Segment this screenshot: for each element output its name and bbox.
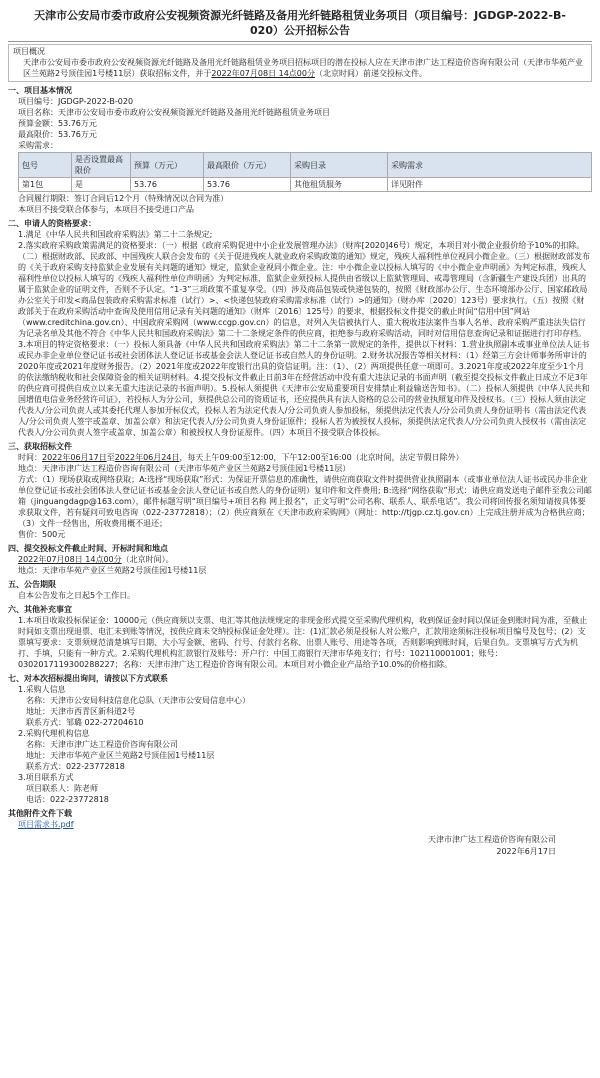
table-cell: 详见附件 [388, 178, 592, 192]
overview-text [13, 57, 587, 79]
table-header: 是否设置最高限价 [72, 153, 131, 178]
table-header: 采购目录 [291, 153, 388, 178]
obtain-heading: 三、获取招标文件 [8, 442, 72, 451]
page-title: 天津市公安局市委市政府公安视频资源光纤链路及备用光纤链路租赁业务项目（项目编号：JGDGP-2022-B-020）公开招标公告 [34, 9, 566, 37]
overview-line1: 天津市公安局市委市政府公安视频资源光纤链路及备用光纤链路租赁业务项目招标项目的潜在投标人应在天津市津广达工程造价咨询有限公司（天津市华苑产业区兰苑路2号顶佳园1号楼11层）获取招标文件，并于 [23, 58, 583, 78]
submit-place: 地点：天津市华苑产业区兰苑路2号顶佳园1号楼11层 [18, 566, 207, 575]
basic-item: 最高限价：53.76万元 [18, 130, 97, 139]
basic-item: 预算金额：53.76万元 [18, 119, 97, 128]
obtain-date-to: 2022年06月24日 [114, 453, 180, 462]
title-divider [8, 41, 592, 42]
overview-box [8, 44, 592, 82]
table-cell: 是 [72, 178, 131, 192]
buyer-address: 地址：天津市西青区新科道2号 [26, 707, 136, 716]
attachment-link[interactable]: 项目需求书.pdf [18, 820, 74, 829]
signature-date: 2022年6月17日 [496, 847, 556, 856]
buyer-name: 名称：天津市公安局科技信息化总队（天津市公安局信息中心） [26, 696, 250, 705]
obtain-time-rest: ，每天上午09:00至12:00，下午12:00至16:00（北京时间，法定节假日除外） [179, 453, 464, 462]
buyer-heading: 1.采购人信息 [18, 685, 66, 694]
agent-address: 地址：天津市华苑产业区兰苑路2号顶佳园1号楼11层 [26, 751, 215, 760]
basic-item: 项目名称：天津市公安局市委市政府公安视频资源光纤链路及备用光纤链路租赁业务项目 [18, 108, 330, 117]
req-heading: 二、申请人的资格要求： [8, 219, 96, 228]
contract-period: 合同履行期限：签订合同后12个月（特殊情况以合同为准） [18, 194, 229, 203]
submit-deadline-line [8, 554, 592, 565]
project-contact-person: 项目联系人：陈老师 [26, 784, 98, 793]
table-cell: 53.76 [131, 178, 204, 192]
table-header-row [19, 153, 592, 178]
table-header: 包号 [19, 153, 72, 178]
other-heading: 六、其他补充事宜 [8, 605, 72, 614]
req-p1: 1.满足《中华人民共和国政府采购法》第二十二条规定; [18, 230, 213, 239]
agent-name: 名称：天津市津广达工程造价咨询有限公司 [26, 740, 178, 749]
table-row [19, 178, 592, 192]
other-text: 1.本项目收取投标保证金：10000元（供应商须以支票、电汇等其他法规规定的非现金形式提交至采购代理机构，收到保证金时间以保证金到账时间为准，至截止时间如支票出现退票、电汇未到账等情况，按供应商未交纳投标保证金处理）。注：(1)汇款必须是投标人对公账户，汇款用途须标注投标项目编号及包号；(2）支票填写要求：支票须规范清楚填写日期、大小写金额、密码、行号、付款行名称、出票人账号、用途等各项，否则影响到账时间，后果自负。支票填写方式为机打、手填，只能有一种方式。2.采购代理机构汇款银行及账号：开户行：中国工商银行天津市华苑支行；行号：102110001001；账号：0302017119300288227；名称：天津市津广达工程造价咨询有限公司。本项目对小微企业产品给予10.0%的价格扣除。 [18, 616, 588, 669]
project-contact-phone: 电话：022-23772818 [26, 795, 109, 804]
period-text: 自本公告发布之日起5个工作日。 [18, 591, 136, 600]
table-header: 预算（万元） [131, 153, 204, 178]
req-p2: 2.落实政府采购政策需满足的资格要求：（一）根据《政府采购促进中小企业发展管理办法》（财库[2020]46号）规定，本项目对小微企业报价给予10%的扣除。（二）根据财政部、民政部、中国残疾人联合会发布的《关于促进残疾人就业政府采购政策的通知》规定，残疾人福利性单位视同小微企业。（三）根据财政部发布的《关于政府采购支持监狱企业发展有关问题的通知》规定，监狱企业视同小微企业。注：中小微企业以投标人填写的《中小微企业声明函》为判定标准，残疾人福利性单位以投标人填写的《残疾人福利性单位声明函》为判定标准，监狱企业须投标人提供由省级以上监狱管理局、戒毒管理局（含新疆生产建设兵团）出具的属于监狱企业的证明文件，否则不予认定。“1-3”三项政策不重复享受。（四）涉及商品包装或快递包装的，按照《财政部办公厅、生态环境部办公厅、国家邮政局办公室关于印发<商品包装政府采购需求标准（试行）>、<快递包装政府采购需求标准（试行）>的通知》（财办库〔2020〕123号）要求执行。（五）按照《财政部关于在政府采购活动中查询及使用信用记录有关问题的通知》（财库〔2016〕125号）的要求，根据投标文件提交的截止时间“信用中国”网站（www.creditchina.gov.cn）、中国政府采购网（www.ccgp.gov.cn）的信息，对列入失信被执行人、重大税收违法案件当事人名单、政府采购严重违法失信行为记录名单及其他不符合《中华人民共和国政府采购法》第二十二条规定条件的供应商，拒绝参与政府采购活动，同时对信用信息查询记录和证据进行打印存档。 [18, 241, 590, 338]
table-header: 采购需求 [388, 153, 592, 178]
table-cell: 53.76 [204, 178, 291, 192]
period-heading: 五、公告期限 [8, 580, 56, 589]
table-cell: 其他租赁服务 [291, 178, 388, 192]
package-table [18, 152, 592, 192]
obtain-price: 售价：500元 [18, 530, 66, 539]
obtain-place: 地点：天津市津广达工程造价咨询有限公司（天津市华苑产业区兰苑路2号顶佳园1号楼11层） [18, 464, 351, 473]
obtain-method: 方式：（1）现场获取或网络获取；A:选择“现场获取”形式：为保证开票信息的准确性，请供应商获取文件时提供营业执照副本（或事业单位法人证书或民办非企业单位登记证书或社会团体法人登记证书或基金会法人登记证书或自然人的身份证明）复印件和文件费用; B:选择“网络获取”形式：请供应商发送电子邮件至我公司邮箱（jinguangdagp@163.com），邮件标题写明“项目编号+项目名称 网上报名”，正文写明“公司名称、联系人、联系电话”。我公司将回传报名须知请按具体要求获取文件，若有疑问可致电咨询（022-23772818）；（2）供应商须在《天津市政府采购网》（网址：http://tjgp.cz.tj.gov.cn）上完成注册并成为合格供应商；（3）文件一经售出，所收费用概不退还； [18, 475, 592, 528]
obtain-date-from: 2022年06月17日 [42, 453, 107, 462]
consortium-note: 本项目不接受联合体参与，本项目不接受进口产品 [18, 205, 194, 214]
agent-contact: 联系方式：022-23772818 [26, 762, 125, 771]
signature-block [8, 834, 592, 858]
obtain-to: 至 [106, 453, 115, 462]
submit-heading: 四、提交投标文件截止时间、开标时间和地点 [8, 544, 168, 553]
overview-deadline: 2022年07月08日 14点00分 [211, 69, 315, 78]
agent-heading: 2.采购代理机构信息 [18, 729, 90, 738]
signature-org: 天津市津广达工程造价咨询有限公司 [428, 835, 556, 844]
project-contact-heading: 3.项目联系方式 [18, 773, 74, 782]
buyer-contact: 联系方式：邹璐 022-27204610 [26, 718, 144, 727]
obtain-time-label: 时间： [18, 453, 42, 462]
contact-heading: 七、对本次招标提出询问，请按以下方式联系 [8, 674, 168, 683]
overview-heading: 项目概况 [13, 47, 45, 56]
submit-deadline: 2022年07月08日 14点00分 [18, 555, 122, 564]
req-p3: 3.本项目的特定资格要求：（一）投标人须具备《中华人民共和国政府采购法》第二十二条第一款规定的条件，提供以下材料：1.营业执照副本或事业单位法人证书或民办非企业单位登记证书或社会团体法人登记证书或基金会法人登记证书或自然人的身份证明。2.财务状况报告等相关材料：（1）经第三方会计师事务所审计的2020年度或2021年度财务报告。（2）2021年度或2022年度银行出具的资信证明。注：（1）、（2）两项提供任意一项即可。3.2021年度或2022年度至少1个月的依法缴纳税收和社会保障资金的相关证明材料。4.提交投标文件截止日前3年在经营活动中没有重大违法记录的书面声明（截至提交投标文件截止日成立不足3年的供应商可提供自成立以来无重大违法记录的书面声明）。5.投标人须提供《天津市公安局重要项目安排禁止利益输送告知书》。（二）投标人须提供《中华人民共和国增值电信业务经营许可证》，若投标人为分公司，须提供总公司的资质证书，还应提供具有法人资格的总公司的营业执照复印件及授权书。（三）投标人须由法定代表人/分公司负责人或其委托代理人参加开标仪式，投标人若为法定代表人/分公司负责人参加投标，须提供法定代表人/分公司负责人身份证明书（需由法定代表人/分公司负责人签字或盖章、加盖公章）和法定代表人/分公司负责人身份证原件；投标人若为被授权人投标，须提供法定代表人/分公司负责人授权书（需由法定代表人/分公司负责人签字或盖章、加盖公章）和被授权人身份证原件。（四）本项目不接受联合体投标。 [18, 340, 590, 437]
basic-heading: 一、项目基本情况 [8, 86, 72, 95]
overview-line2: （北京时间）前递交投标文件。 [314, 69, 427, 78]
basic-item: 项目编号：JGDGP-2022-B-020 [18, 97, 134, 106]
basic-item: 采购需求： [18, 141, 58, 150]
attachments-heading: 其他附件文件下载 [8, 809, 72, 818]
table-cell: 第1包 [19, 178, 72, 192]
submit-deadline-suffix: （北京时间）。 [121, 555, 174, 564]
table-header: 最高限价（万元） [204, 153, 291, 178]
obtain-time [8, 452, 592, 463]
